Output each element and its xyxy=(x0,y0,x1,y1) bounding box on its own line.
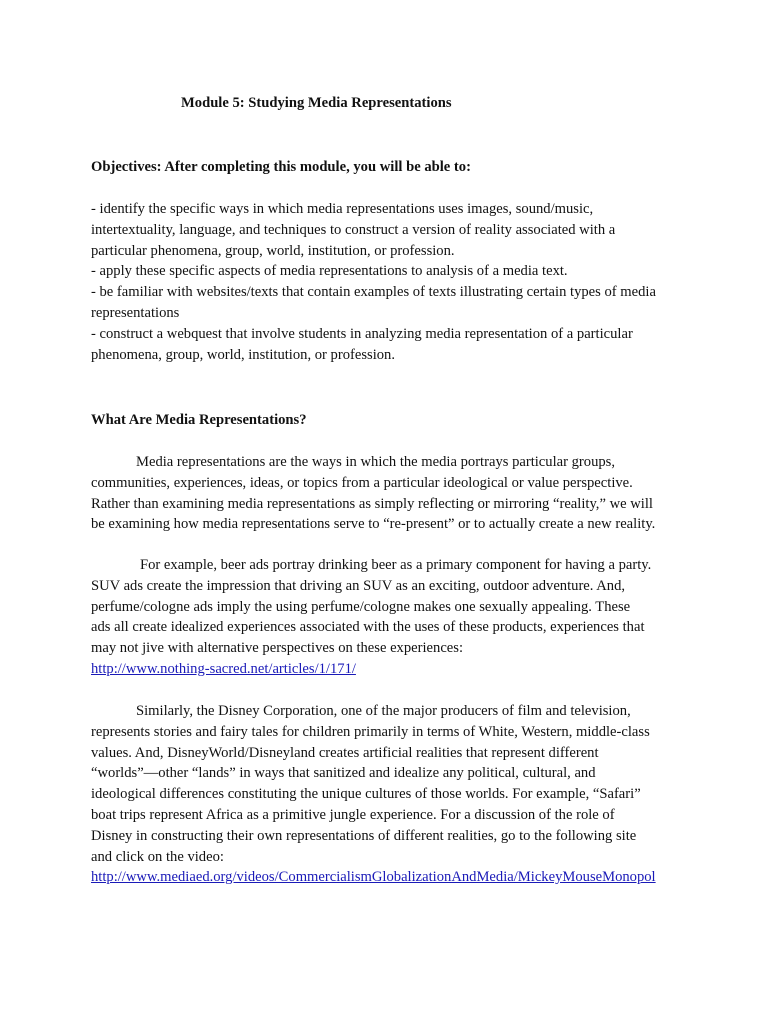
paragraph-line: and click on the video: xyxy=(91,848,224,865)
paragraph-line: Rather than examining media representations as simply reflecting or mirroring “reality,” we will xyxy=(91,495,653,512)
objective-line: - be familiar with websites/texts that contain examples of texts illustrating certain types of media xyxy=(91,284,656,301)
objective-line: - construct a webquest that involve students in analyzing media representation of a particular xyxy=(91,325,633,342)
section-heading: What Are Media Representations? xyxy=(91,412,307,428)
paragraph-line: SUV ads create the impression that driving an SUV as an exciting, outdoor adventure. And, xyxy=(91,577,626,594)
paragraph-line: ads all create idealized experiences associated with the uses of these products, experiences that xyxy=(91,619,645,636)
mediaed-video-link[interactable]: http://www.mediaed.org/videos/CommercialismGlobalizationAndMedia/MickeyMouseMonopol xyxy=(91,869,656,886)
paragraph-line: “worlds”—other “lands” in ways that sanitized and idealize any political, cultural, and xyxy=(91,765,596,782)
nothing-sacred-link[interactable]: http://www.nothing-sacred.net/articles/1/171/ xyxy=(91,660,356,677)
paragraph-line: Similarly, the Disney Corporation, one of the major producers of film and television, xyxy=(136,703,631,719)
objectives-heading: Objectives: After completing this module, you will be able to: xyxy=(91,159,471,175)
paragraph-line: may not jive with alternative perspectives on these experiences: xyxy=(91,640,464,657)
objective-line: - apply these specific aspects of media representations to analysis of a media text. xyxy=(91,263,568,280)
objectives-list xyxy=(91,199,708,365)
paragraph-line: boat trips represent Africa as a primitive jungle experience. For a discussion of the role of xyxy=(91,806,615,823)
paragraph-line: perfume/cologne ads imply the using perfume/cologne makes one sexually appealing. These xyxy=(91,598,631,615)
objective-line: - identify the specific ways in which media representations uses images, sound/music, xyxy=(91,201,594,217)
paragraph-line: be examining how media representations serve to “re-present” or to actually create a new reality. xyxy=(91,516,656,533)
objective-line: representations xyxy=(91,304,180,321)
objective-line: intertextuality, language, and techniques to construct a version of reality associated with a xyxy=(91,221,616,238)
paragraph-media-representations xyxy=(91,452,708,535)
paragraph-line: ideological differences constituting the unique cultures of those worlds. For example, “Safari” xyxy=(91,786,641,803)
paragraph-line: For example, beer ads portray drinking beer as a primary component for having a party. xyxy=(140,557,652,573)
objective-line: phenomena, group, world, institution, or profession. xyxy=(91,346,395,363)
paragraph-ads-example xyxy=(91,555,708,680)
paragraph-line: values. And, DisneyWorld/Disneyland creates artificial realities that represent different xyxy=(91,744,599,761)
objective-line: particular phenomena, group, world, institution, or profession. xyxy=(91,242,455,259)
paragraph-line: Disney in constructing their own representations of different realities, go to the following site xyxy=(91,827,637,844)
paragraph-disney-example xyxy=(91,701,708,888)
paragraph-line: Media representations are the ways in which the media portrays particular groups, xyxy=(136,454,615,470)
paragraph-line: represents stories and fairy tales for children primarily in terms of White, Western, middle-class xyxy=(91,723,650,740)
paragraph-line: communities, experiences, ideas, or topics from a particular ideological or value perspective. xyxy=(91,474,633,491)
page-title: Module 5: Studying Media Representations xyxy=(181,95,452,111)
